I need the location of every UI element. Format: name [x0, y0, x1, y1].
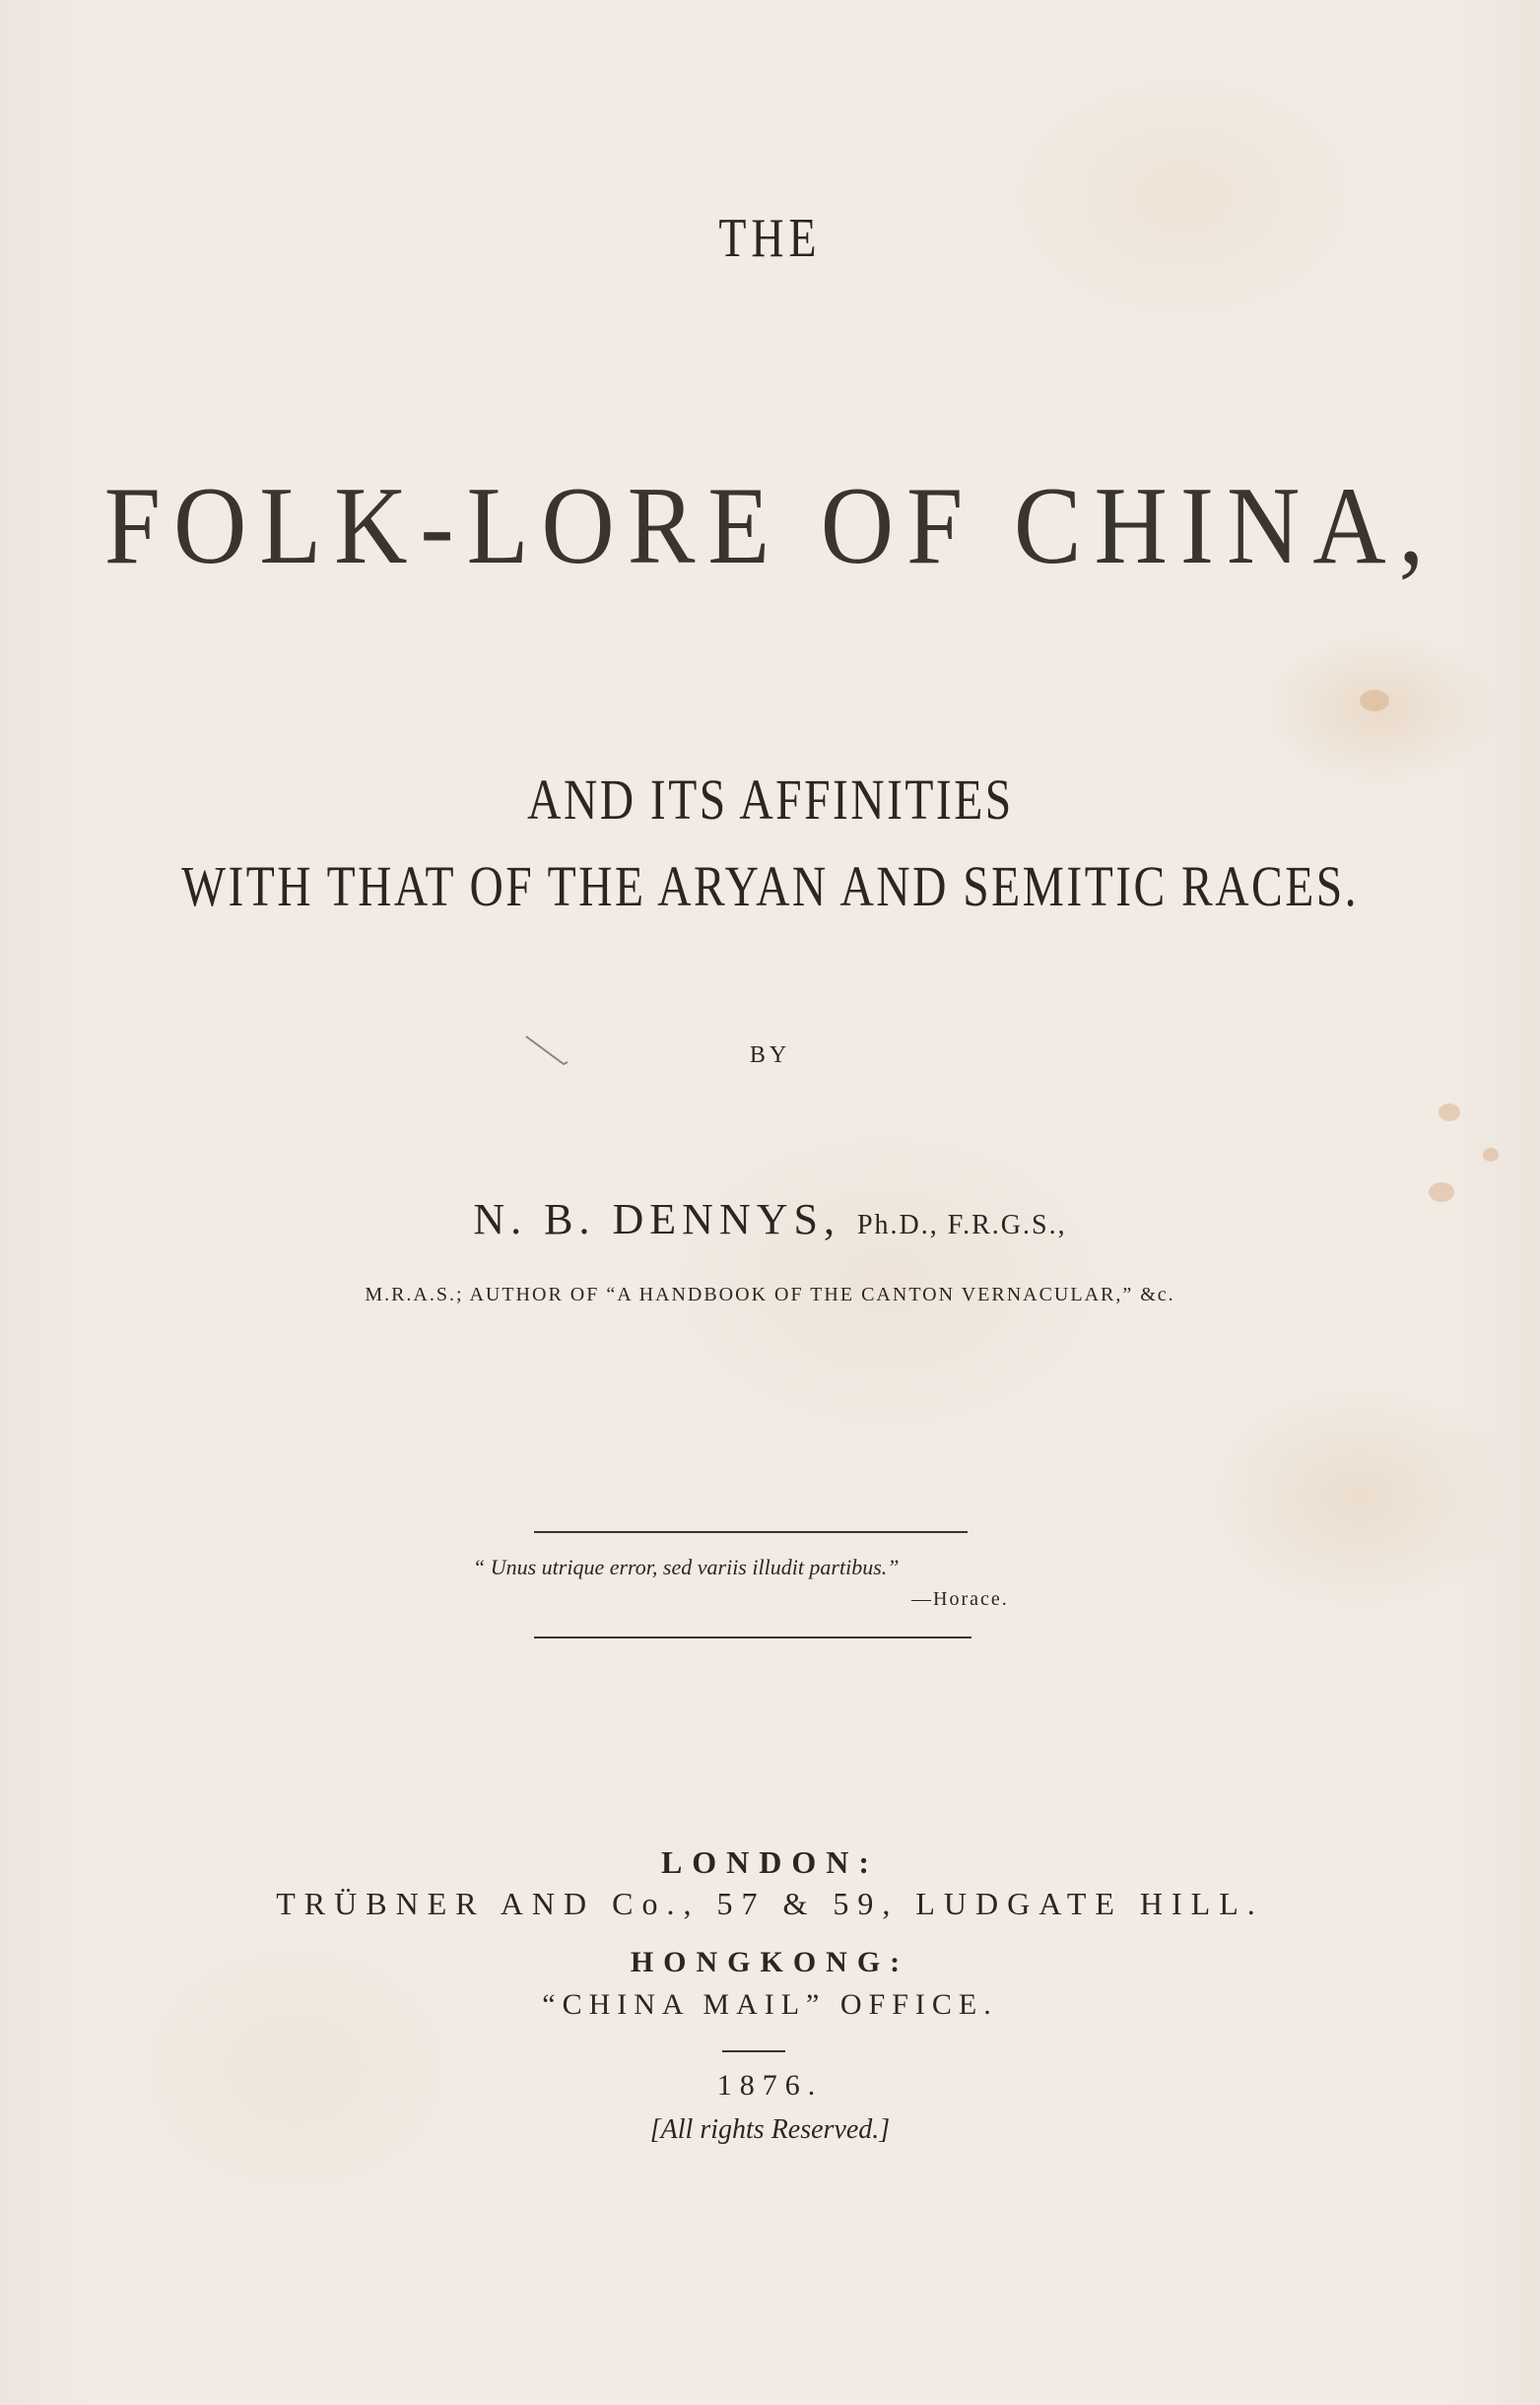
foxing-stain	[1483, 1148, 1499, 1162]
author-name: N. B. DENNYS,	[473, 1195, 840, 1243]
imprint-city-london: LONDON:	[660, 1844, 880, 1880]
foxing-stain	[1429, 1182, 1454, 1202]
heading-the-text: THE	[718, 208, 822, 269]
author-line	[0, 1194, 1540, 1244]
author-credentials: M.R.A.S.; AUTHOR OF “A HANDBOOK OF THE CANTON VERNACULAR,” &c.	[365, 1284, 1175, 1305]
subtitle-line-1-text: AND ITS AFFINITIES	[526, 768, 1014, 832]
subtitle-line-2-text: WITH THAT OF THE ARYAN AND SEMITIC RACES.	[181, 854, 1359, 918]
epigraph-rule-top	[534, 1531, 968, 1533]
subtitle-line-2	[0, 853, 1540, 919]
epigraph-text: “ Unus utrique error, sed variis illudit partibus.”	[473, 1555, 900, 1579]
epigraph-attribution: —Horace.	[911, 1588, 1009, 1610]
imprint-rights: [All rights Reserved.]	[649, 2114, 891, 2145]
book-title-text: FOLK-LORE OF CHINA,	[103, 465, 1437, 587]
imprint-rule	[722, 2050, 785, 2052]
subtitle-line-1	[0, 767, 1540, 833]
epigraph-rule-bottom	[534, 1637, 971, 1638]
by-line: BY	[749, 1042, 791, 1068]
imprint-publisher-hongkong: “CHINA MAIL” OFFICE.	[542, 1988, 998, 2021]
imprint-year: 1876.	[716, 2069, 824, 2102]
imprint-publisher-london: TRÜBNER AND Co., 57 & 59, LUDGATE HILL.	[276, 1886, 1264, 1921]
book-title	[0, 463, 1540, 590]
foxing-stain	[1360, 690, 1389, 711]
foxing-stain	[1439, 1103, 1460, 1121]
author-degrees: Ph.D., F.R.G.S.,	[856, 1210, 1067, 1240]
heading-the	[0, 207, 1540, 270]
imprint-city-hongkong: HONGKONG:	[630, 1946, 910, 1978]
